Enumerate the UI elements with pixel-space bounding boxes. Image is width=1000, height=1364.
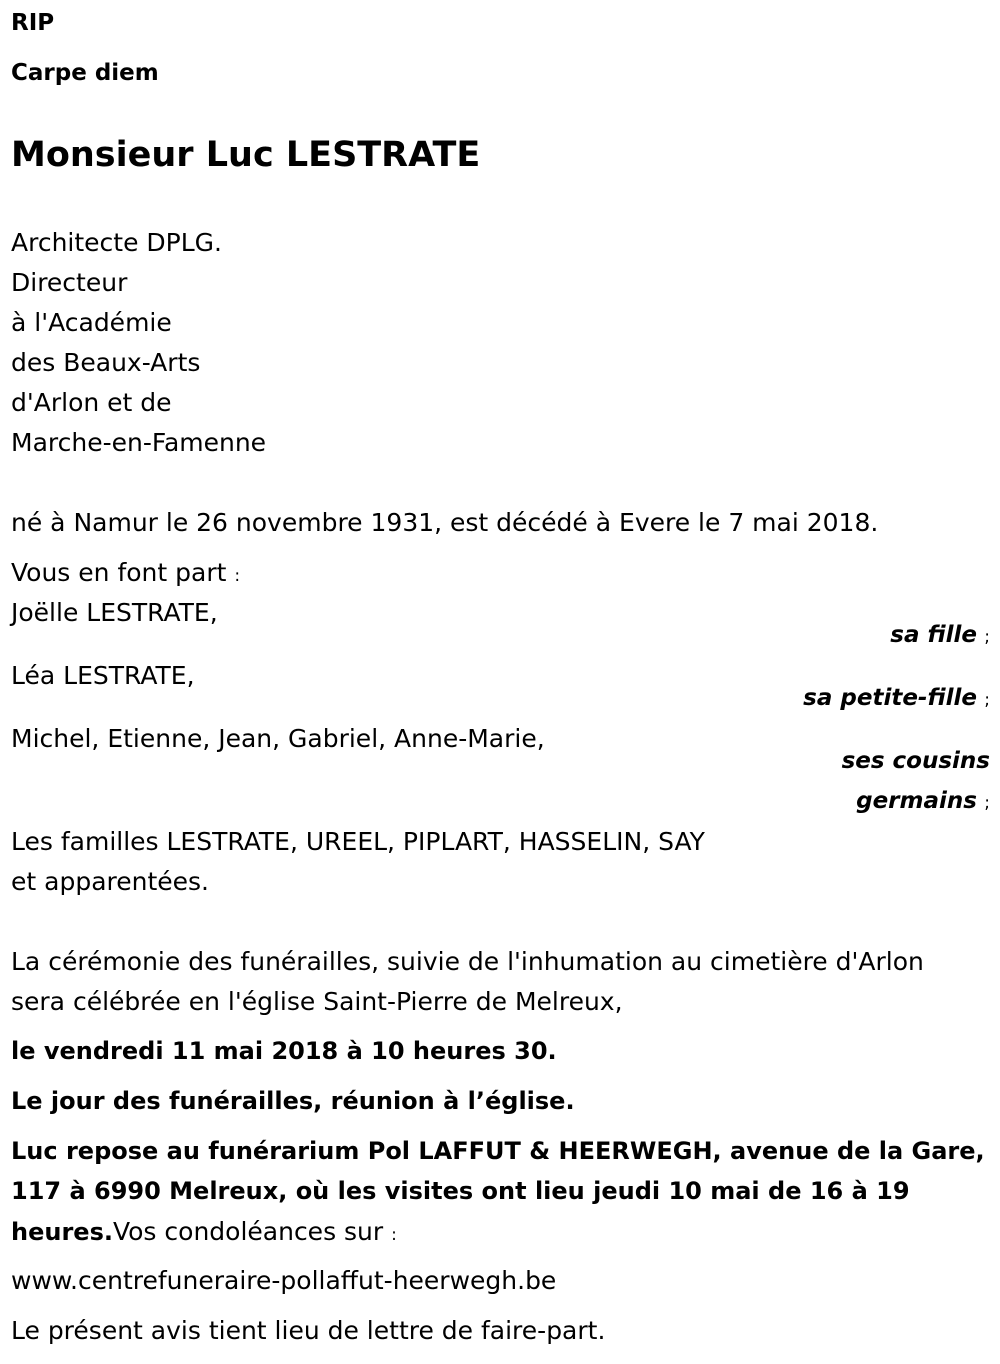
deceased-name: Monsieur Luc LESTRATE — [11, 135, 481, 175]
rip-label: RIP — [11, 10, 55, 36]
website-link[interactable]: www.centrefuneraire-pollaffut-heerwegh.be — [11, 1266, 557, 1295]
relative-names: Joëlle LESTRATE, — [11, 598, 218, 627]
title-line: Architecte DPLG. — [11, 228, 222, 257]
visitation-line: Luc repose au funérarium Pol LAFFUT & HEERWEGH, avenue de la Gare, — [11, 1137, 985, 1165]
visitation-line: 117 à 6990 Melreux, où les visites ont lieu jeudi 10 mai de 16 à 19 — [11, 1177, 910, 1205]
title-line: d'Arlon et de — [11, 388, 172, 417]
relative-relation: ses cousins — [841, 748, 990, 774]
closing-note: Le présent avis tient lieu de lettre de faire-part. — [11, 1316, 606, 1345]
ceremony-date: le vendredi 11 mai 2018 à 10 heures 30. — [11, 1037, 557, 1065]
families-line: et apparentées. — [11, 867, 209, 896]
relative-relation: sa petite-fille ; — [803, 685, 990, 711]
announcement: Vous en font part : — [11, 558, 241, 587]
relative-names: Léa LESTRATE, — [11, 661, 195, 690]
visitation-line: heures.Vos condoléances sur : — [11, 1217, 397, 1246]
title-line: Marche-en-Famenne — [11, 428, 267, 457]
relative-relation: sa fille ; — [890, 622, 990, 648]
relative-relation: germains ; — [856, 788, 990, 814]
life-dates: né à Namur le 26 novembre 1931, est décédé à Evere le 7 mai 2018. — [11, 508, 879, 537]
relative-names: Michel, Etienne, Jean, Gabriel, Anne-Marie, — [11, 724, 545, 753]
ceremony-line: sera célébrée en l'église Saint-Pierre de Melreux, — [11, 987, 623, 1016]
title-line: des Beaux-Arts — [11, 348, 201, 377]
title-line: à l'Académie — [11, 308, 172, 337]
ceremony-meeting: Le jour des funérailles, réunion à l’église. — [11, 1087, 575, 1115]
ceremony-line: La cérémonie des funérailles, suivie de l'inhumation au cimetière d'Arlon — [11, 947, 924, 976]
motto: Carpe diem — [11, 60, 159, 86]
families-line: Les familles LESTRATE, UREEL, PIPLART, HASSELIN, SAY — [11, 827, 705, 856]
title-line: Directeur — [11, 268, 128, 297]
